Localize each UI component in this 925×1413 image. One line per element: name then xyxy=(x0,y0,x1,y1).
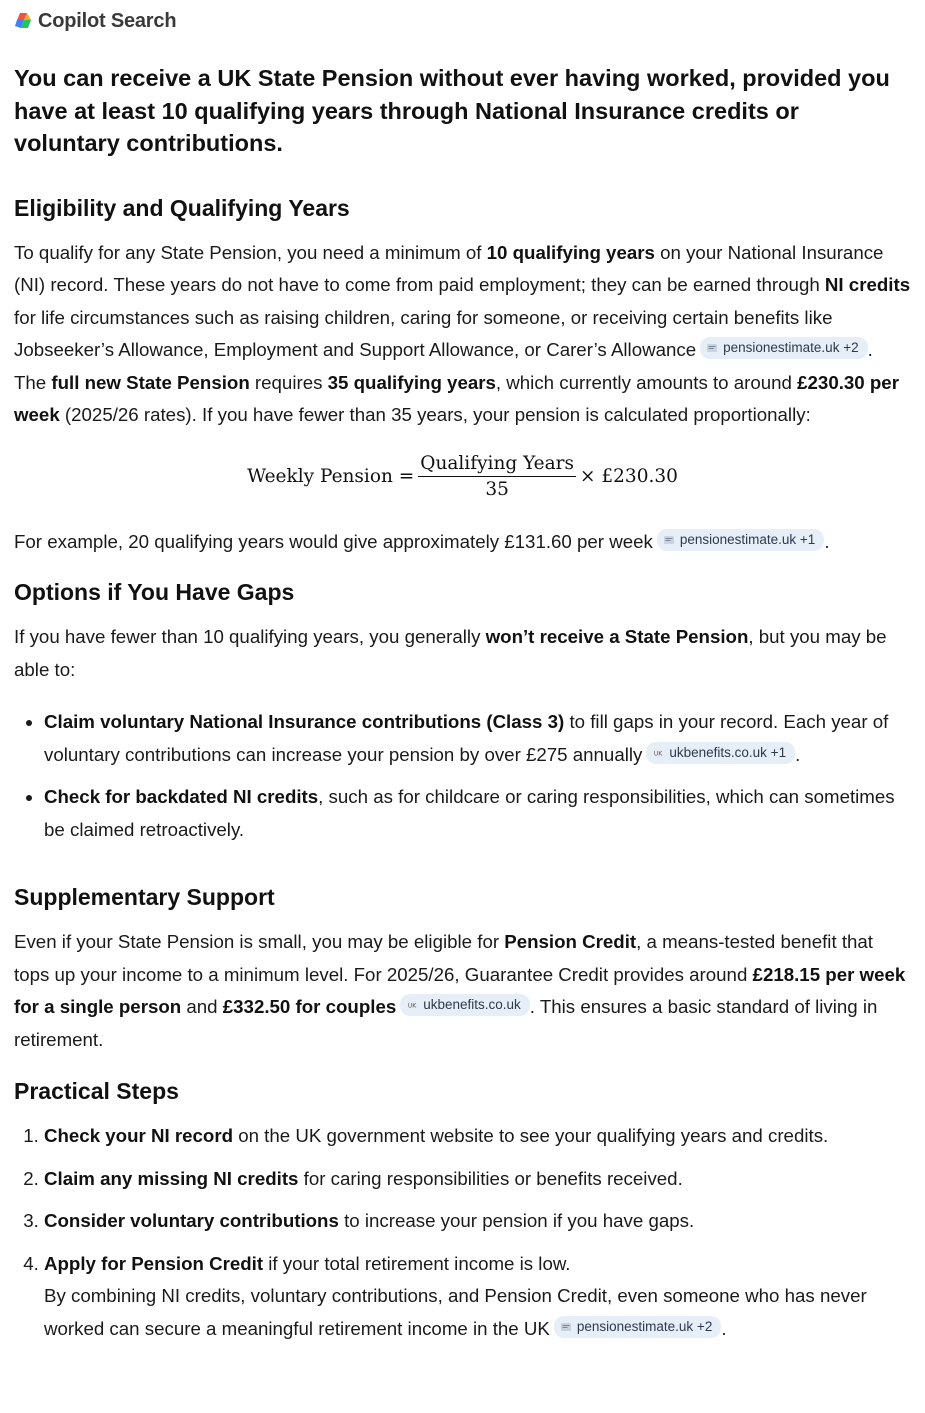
list-item: 3. Consider voluntary contributions to increase your pension if you have gaps. xyxy=(44,1205,911,1238)
section-heading-eligibility: Eligibility and Qualifying Years xyxy=(14,194,350,221)
list-item: 4. Apply for Pension Credit if your total retirement income is low. By combining NI credits, voluntary contributions, and Pension Credit, even someone who has never worked can secure a meaningful retirement income in the UK pensionestimate.uk +2 . xyxy=(44,1248,911,1346)
svg-text:UK: UK xyxy=(654,750,663,757)
svg-text:UK: UK xyxy=(408,1002,417,1010)
practical-steps-list xyxy=(14,1120,911,1345)
section-heading-support: Supplementary Support xyxy=(14,884,275,910)
ukbenefits-favicon-icon xyxy=(652,747,664,759)
formula-numerator: Qualifying Years xyxy=(418,453,576,477)
section-heading-steps: Practical Steps xyxy=(14,1078,179,1104)
document-favicon-icon xyxy=(663,534,675,546)
citation-chip[interactable]: UK ukbenefits.co.uk xyxy=(400,994,530,1016)
full-pension-paragraph: The full new State Pension requires 35 qualifying years, which currently amounts to around £230.30 per week (2025/26 rates). If you have fewer than 35 years, your pension is calculated proportionally: xyxy=(14,371,899,425)
ukbenefits-favicon-icon xyxy=(406,999,418,1011)
citation-chip[interactable]: pensionestimate.uk +1 xyxy=(657,529,824,551)
document-favicon-icon xyxy=(560,1321,572,1333)
support-paragraph: Even if your State Pension is small, you may be eligible for Pension Credit, a means-tested benefit that tops up your income to a minimum level. For 2025/26, Guarantee Credit provides around £218.15 per week for a single person and £332.50 for couples UK ukbenefits.co.uk . This ensures a basic standard of living in retirement. xyxy=(14,931,906,1050)
gaps-options-list xyxy=(14,706,911,846)
formula-rhs: × £230.30 xyxy=(580,466,678,487)
document-favicon-icon xyxy=(706,342,718,354)
pension-formula xyxy=(14,442,911,512)
section-heading-gaps: Options if You Have Gaps xyxy=(14,579,295,605)
answer-summary: You can receive a UK State Pension without ever having worked, provided you have at least 10 qualifying years through National Insurance credits or voluntary contributions. xyxy=(14,65,890,156)
closing-text: By combining NI credits, voluntary contributions, and Pension Credit, even someone who has never worked can secure a meaningful retirement income in the UK xyxy=(44,1285,867,1339)
citation-chip[interactable]: pensionestimate.uk +2 xyxy=(700,337,867,359)
citation-chip[interactable]: UK ukbenefits.co.uk +1 xyxy=(646,742,795,764)
brand-header[interactable] xyxy=(14,0,911,42)
example-paragraph: For example, 20 qualifying years would give approximately £131.60 per week pensionestimate.uk +1 . xyxy=(14,530,830,552)
formula-lhs: Weekly Pension = xyxy=(247,466,415,487)
eligibility-paragraph: To qualify for any State Pension, you need a minimum of 10 qualifying years on your National Insurance (NI) record. These years do not have to come from paid employment; they can be earned through NI credits for life circumstances such as raising children, caring for someone, or receiving certain benefits like Jobseeker’s Allowance, Employment and Support Allowance, or Carer’s Allowance pensionestimate.uk +2 . xyxy=(14,241,911,360)
list-item: • Claim voluntary National Insurance contributions (Class 3) to fill gaps in your record. Each year of voluntary contributions can increase your pension by over £275 annually UK ukbenefits.co.uk +1 . xyxy=(44,706,911,771)
formula-denominator: 35 xyxy=(485,479,509,500)
brand-name: Copilot Search xyxy=(38,9,177,32)
list-item: • Check for backdated NI credits, such as for childcare or caring responsibilities, which can sometimes be claimed retroactively. xyxy=(44,781,911,846)
copilot-logo-icon xyxy=(14,11,34,31)
list-item: 1. Check your NI record on the UK government website to see your qualifying years and credits. xyxy=(44,1120,911,1153)
formula-fraction xyxy=(418,453,576,500)
gaps-paragraph: If you have fewer than 10 qualifying years, you generally won’t receive a State Pension, but you may be able to: xyxy=(14,626,887,680)
citation-chip[interactable]: pensionestimate.uk +2 xyxy=(554,1316,721,1338)
list-item: 2. Claim any missing NI credits for caring responsibilities or benefits received. xyxy=(44,1163,911,1196)
